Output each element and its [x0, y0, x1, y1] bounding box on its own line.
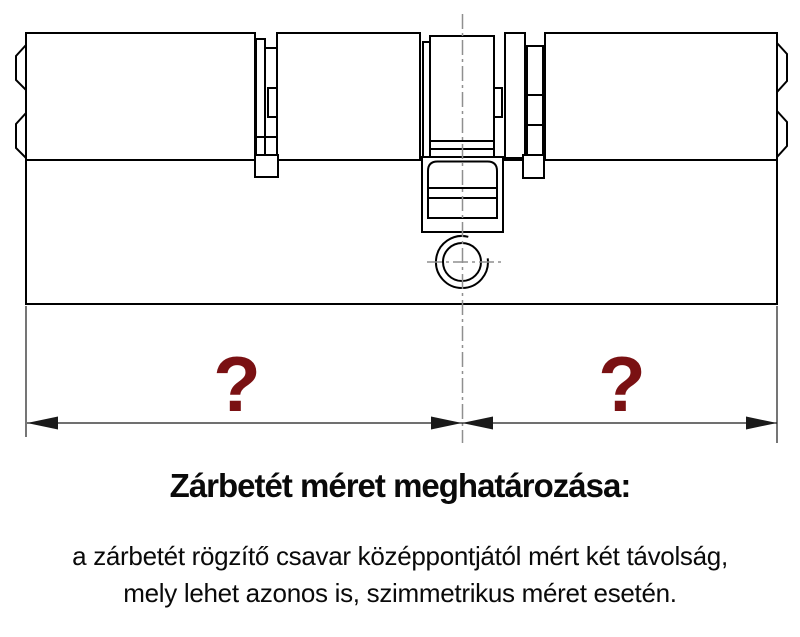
arrow-left-inner: [431, 417, 462, 430]
caption-line-1: a zárbetét rögzítő csavar középpontjától mért két távolság,: [72, 541, 728, 571]
cylinder-drawing: [16, 33, 787, 304]
washer-stack: [505, 33, 544, 178]
dimension-lines: [26, 306, 777, 443]
cylinder-body: [26, 160, 777, 304]
right-dimension-value: ?: [598, 340, 646, 428]
middle-barrel: [277, 33, 420, 160]
arrow-left-outer: [27, 417, 58, 430]
right-barrel: [545, 33, 777, 160]
left-end-tabs: [16, 45, 26, 158]
caption: [0, 466, 800, 612]
left-dimension-value: ?: [213, 340, 261, 428]
caption-line-2: mely lehet azonos is, szimmetrikus méret esetén.: [123, 578, 677, 608]
cam-housing: [422, 157, 503, 232]
arrow-right-outer: [746, 417, 777, 430]
caption-title: Zárbetét méret meghatározása:: [169, 467, 631, 504]
left-coupling: [255, 39, 278, 177]
caption-text: [0, 538, 800, 612]
arrow-right-inner: [462, 417, 493, 430]
left-barrel: [26, 33, 255, 160]
right-end-tabs: [777, 43, 787, 157]
